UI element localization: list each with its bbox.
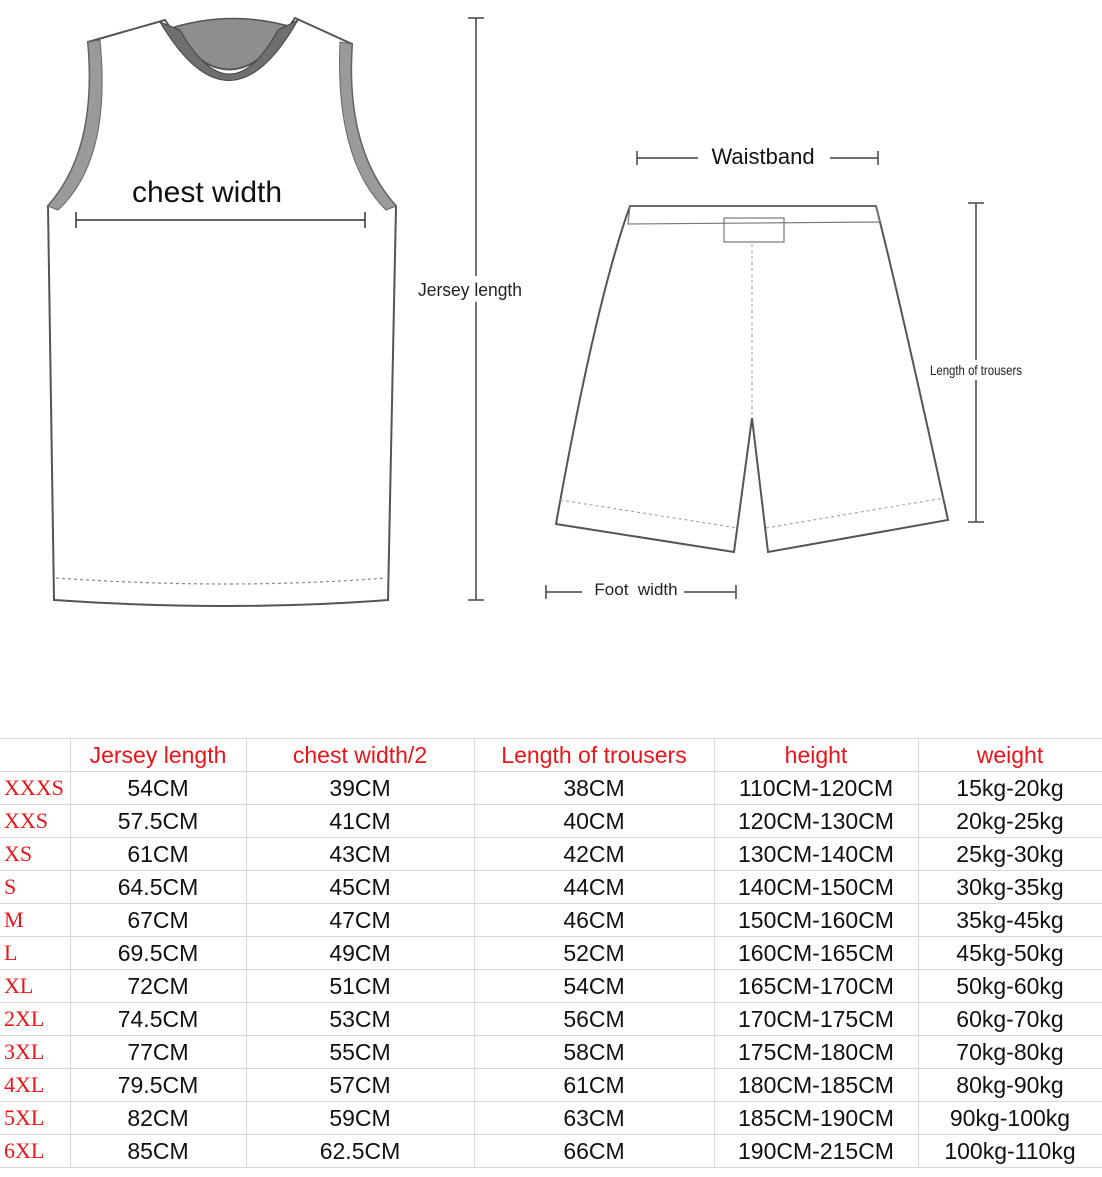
waistband-label: Waistband <box>711 144 815 169</box>
chest-width-cell: 41CM <box>246 805 474 838</box>
foot-width-label: Foot width <box>594 580 678 599</box>
size-cell: 4XL <box>0 1069 70 1102</box>
header-size <box>0 739 70 772</box>
height-cell: 130CM-140CM <box>714 838 918 871</box>
height-cell: 150CM-160CM <box>714 904 918 937</box>
trousers-length-cell: 46CM <box>474 904 714 937</box>
chest-width-label: chest width <box>131 176 283 209</box>
jersey-length-label: Jersey length <box>418 280 522 300</box>
header-trousers-length: Length of trousers <box>474 739 714 772</box>
trousers-length-cell: 40CM <box>474 805 714 838</box>
chest-width-cell: 62.5CM <box>246 1135 474 1168</box>
jersey-length-cell: 61CM <box>70 838 246 871</box>
table-row <box>0 772 1102 805</box>
weight-cell: 20kg-25kg <box>918 805 1102 838</box>
size-cell: XL <box>0 970 70 1003</box>
header-jersey-length: Jersey length <box>70 739 246 772</box>
chest-width-cell: 49CM <box>246 937 474 970</box>
height-cell: 190CM-215CM <box>714 1135 918 1168</box>
table-row <box>0 904 1102 937</box>
size-cell: 6XL <box>0 1135 70 1168</box>
chest-width-cell: 47CM <box>246 904 474 937</box>
waistband-dimension <box>637 144 878 169</box>
trousers-length-cell: 38CM <box>474 772 714 805</box>
foot-width-dimension <box>546 580 736 599</box>
jersey-length-cell: 69.5CM <box>70 937 246 970</box>
size-cell: 3XL <box>0 1036 70 1069</box>
size-cell: 5XL <box>0 1102 70 1135</box>
chest-width-cell: 57CM <box>246 1069 474 1102</box>
chest-width-cell: 39CM <box>246 772 474 805</box>
height-cell: 120CM-130CM <box>714 805 918 838</box>
size-cell: 2XL <box>0 1003 70 1036</box>
size-cell: M <box>0 904 70 937</box>
trousers-length-cell: 42CM <box>474 838 714 871</box>
height-cell: 140CM-150CM <box>714 871 918 904</box>
chest-width-cell: 45CM <box>246 871 474 904</box>
chest-width-cell: 43CM <box>246 838 474 871</box>
height-cell: 165CM-170CM <box>714 970 918 1003</box>
table-row <box>0 871 1102 904</box>
table-row <box>0 970 1102 1003</box>
jersey-length-cell: 64.5CM <box>70 871 246 904</box>
shorts-illustration <box>556 206 948 552</box>
trousers-length-label: Length of trousers <box>930 362 1022 378</box>
trousers-length-cell: 56CM <box>474 1003 714 1036</box>
weight-cell: 80kg-90kg <box>918 1069 1102 1102</box>
trousers-length-cell: 52CM <box>474 937 714 970</box>
table-row <box>0 838 1102 871</box>
height-cell: 110CM-120CM <box>714 772 918 805</box>
jersey-illustration <box>48 18 396 606</box>
jersey-length-cell: 77CM <box>70 1036 246 1069</box>
weight-cell: 90kg-100kg <box>918 1102 1102 1135</box>
weight-cell: 45kg-50kg <box>918 937 1102 970</box>
height-cell: 180CM-185CM <box>714 1069 918 1102</box>
trousers-length-cell: 66CM <box>474 1135 714 1168</box>
table-row <box>0 937 1102 970</box>
trousers-length-cell: 63CM <box>474 1102 714 1135</box>
chest-width-cell: 55CM <box>246 1036 474 1069</box>
height-cell: 170CM-175CM <box>714 1003 918 1036</box>
weight-cell: 35kg-45kg <box>918 904 1102 937</box>
size-chart-table <box>0 738 1102 1168</box>
table-row <box>0 1102 1102 1135</box>
table-row <box>0 1036 1102 1069</box>
size-cell: XXS <box>0 805 70 838</box>
chest-width-cell: 59CM <box>246 1102 474 1135</box>
weight-cell: 100kg-110kg <box>918 1135 1102 1168</box>
weight-cell: 25kg-30kg <box>918 838 1102 871</box>
header-chest-width: chest width/2 <box>246 739 474 772</box>
table-row <box>0 805 1102 838</box>
trousers-length-cell: 58CM <box>474 1036 714 1069</box>
chest-width-cell: 51CM <box>246 970 474 1003</box>
height-cell: 185CM-190CM <box>714 1102 918 1135</box>
trousers-length-dimension <box>930 203 1022 522</box>
weight-cell: 30kg-35kg <box>918 871 1102 904</box>
trousers-length-cell: 54CM <box>474 970 714 1003</box>
jersey-length-cell: 82CM <box>70 1102 246 1135</box>
jersey-length-cell: 67CM <box>70 904 246 937</box>
size-cell: XS <box>0 838 70 871</box>
chest-width-cell: 53CM <box>246 1003 474 1036</box>
header-weight: weight <box>918 739 1102 772</box>
table-row <box>0 1003 1102 1036</box>
table-row <box>0 1135 1102 1168</box>
height-cell: 175CM-180CM <box>714 1036 918 1069</box>
weight-cell: 15kg-20kg <box>918 772 1102 805</box>
trousers-length-cell: 61CM <box>474 1069 714 1102</box>
jersey-length-cell: 72CM <box>70 970 246 1003</box>
table-row <box>0 1069 1102 1102</box>
trousers-length-cell: 44CM <box>474 871 714 904</box>
jersey-length-dimension <box>418 18 524 600</box>
height-cell: 160CM-165CM <box>714 937 918 970</box>
table-header-row <box>0 739 1102 772</box>
size-cell: S <box>0 871 70 904</box>
weight-cell: 50kg-60kg <box>918 970 1102 1003</box>
header-height: height <box>714 739 918 772</box>
jersey-length-cell: 57.5CM <box>70 805 246 838</box>
size-cell: L <box>0 937 70 970</box>
size-table-body <box>0 772 1102 1168</box>
jersey-length-cell: 54CM <box>70 772 246 805</box>
jersey-length-cell: 85CM <box>70 1135 246 1168</box>
jersey-length-cell: 74.5CM <box>70 1003 246 1036</box>
jersey-length-cell: 79.5CM <box>70 1069 246 1102</box>
weight-cell: 60kg-70kg <box>918 1003 1102 1036</box>
weight-cell: 70kg-80kg <box>918 1036 1102 1069</box>
size-cell: XXXS <box>0 772 70 805</box>
